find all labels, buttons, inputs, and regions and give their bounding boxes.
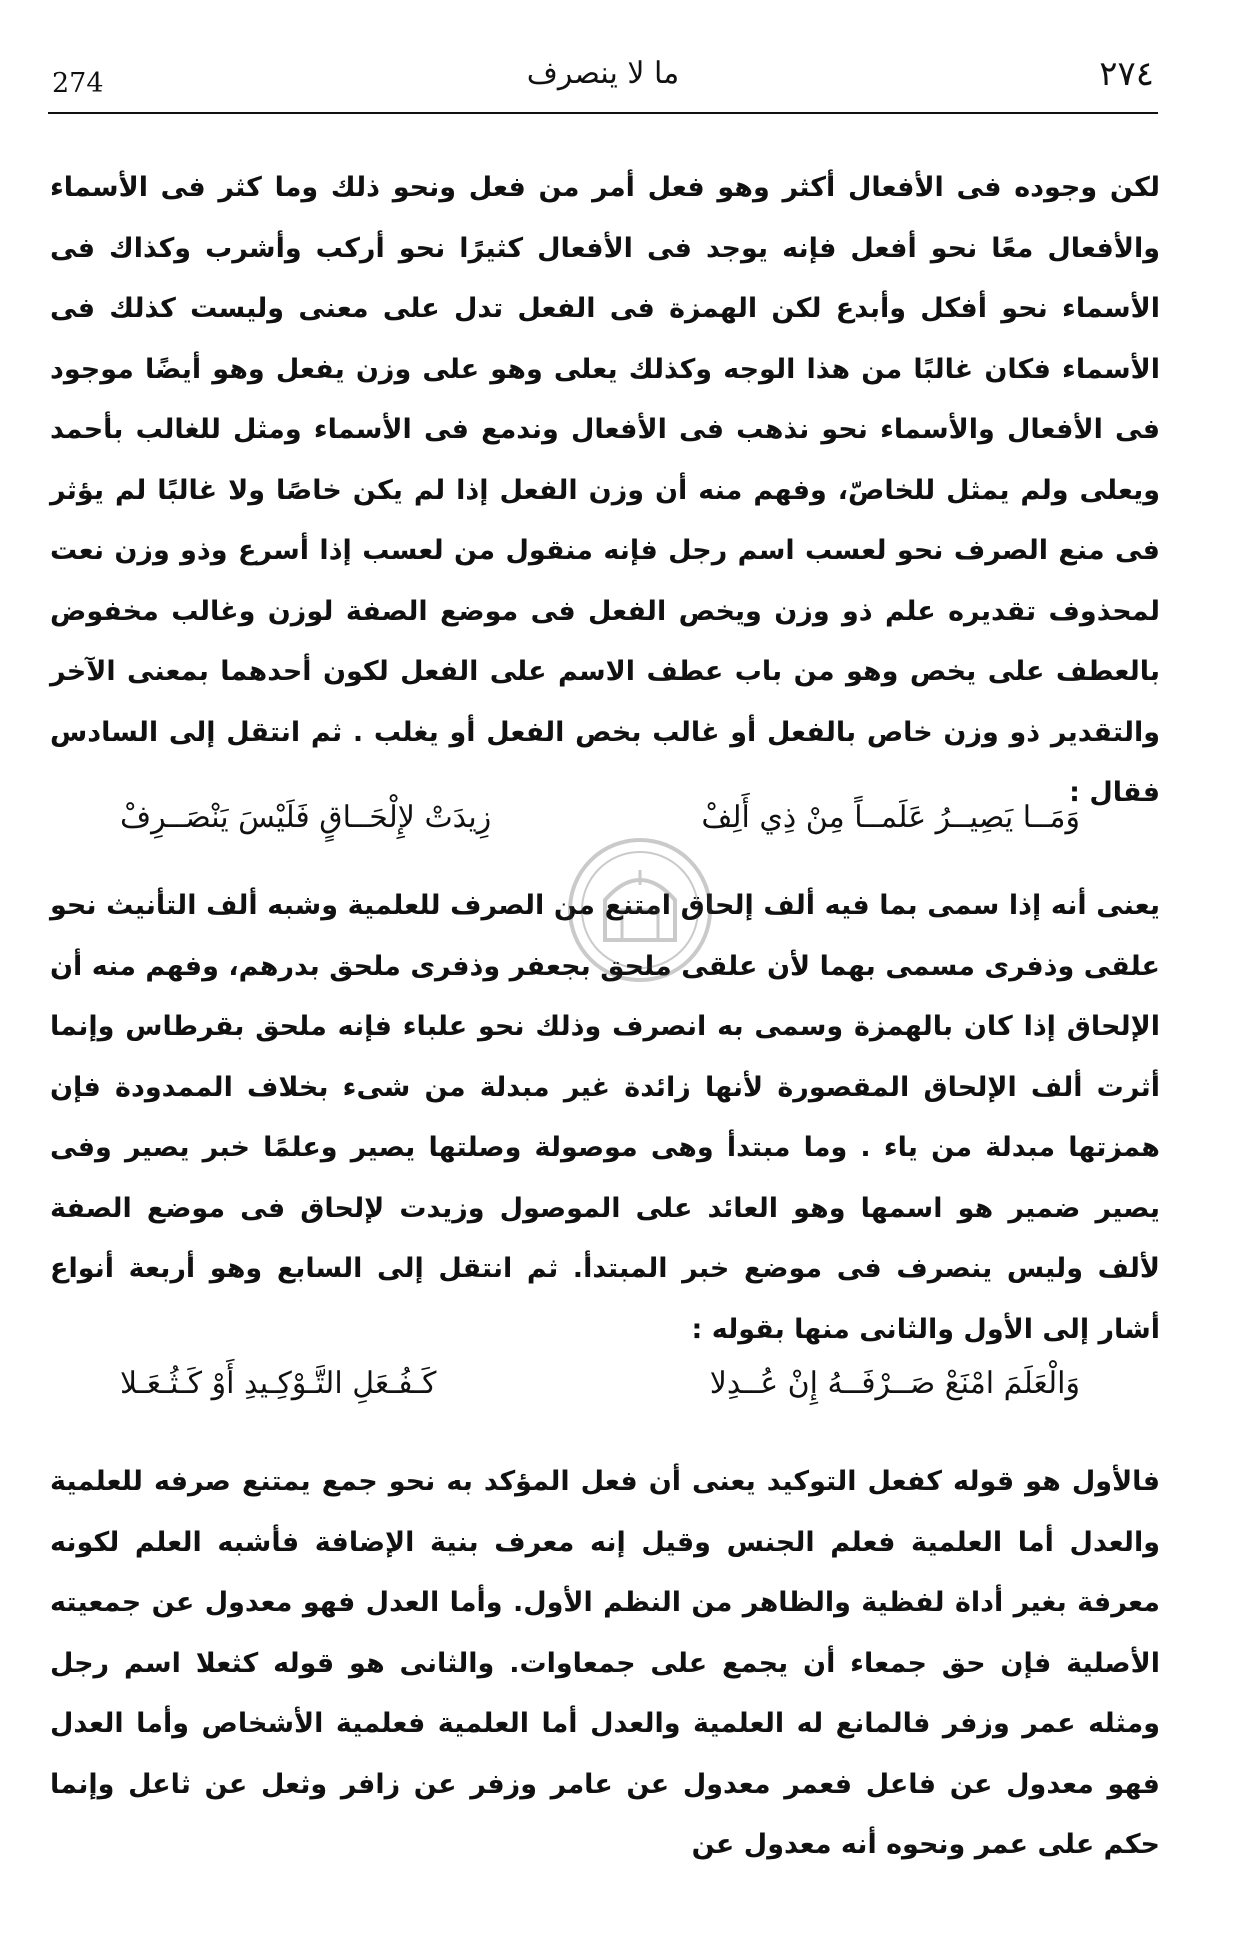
library-watermark-logo: [560, 830, 720, 990]
verse-2: [120, 1366, 1080, 1416]
verse-1-second-hemistich: زِيدَتْ لإِلْحَــاقٍ فَلَيْسَ يَنْصَــرِفْ: [120, 800, 492, 835]
header-rule: [48, 112, 1158, 114]
paragraph-2: يعنى أنه إذا سمى بما فيه ألف إلحاق امتنع من الصرف للعلمية وشبه ألف التأنيث نحو علقى وذفرى مسمى بهما لأن علقى ملحق بجعفر وذفرى ملحق بدرهم، وفهم منه أن الإلحاق إذا كان بالهمزة وسمى به انصرف وذلك نحو علباء فإنه ملحق بقرطاس وإنما أثرت ألف الإلحاق المقصورة لأنها زائدة غير مبدلة من شىء بخلاف الممدودة فإن همزتها مبدلة من ياء . وما مبتدأ وهى موصولة وصلتها يصير وعلمًا خبر يصير وفى يصير ضمير هو اسمها وهو العائد على الموصول وزيدت لإلحاق فى موضع الصفة لألف وليس ينصرف فى موضع خبر المبتدأ. ثم انتقل إلى السابع وهو أربعة أنواع أشار إلى الأول والثانى منها بقوله :: [50, 890, 1160, 1345]
page-header: [48, 50, 1158, 114]
verse-1-first-hemistich: وَمَــا يَصِيــرُ عَلَمــاً مِنْ ذِي أَلِفْ: [701, 800, 1080, 835]
verse-2-first-hemistich: وَالْعَلَمَ امْنَعْ صَــرْفَــهُ إِنْ عُــدِلا: [709, 1366, 1080, 1401]
verse-2-second-hemistich: كَـفُـعَلِ التَّـوْكِـيدِ أَوْ كَـثُـعَـلا: [120, 1366, 437, 1401]
page-number-latin: 274: [52, 68, 104, 99]
page-number-arabic: ٢٧٤: [1099, 54, 1154, 94]
paragraph-1: لكن وجوده فى الأفعال أكثر وهو فعل أمر من فعل ونحو ذلك وما كثر فى الأسماء والأفعال معًا نحو أفعل فإنه يوجد فى الأفعال كثيرًا نحو أركب وأشرب وكذاك فى الأسماء نحو أفكل وأبدع لكن الهمزة فى الفعل تدل على معنى وليست كذلك فى الأسماء فكان غالبًا من هذا الوجه وكذلك يعلى وهو على وزن يفعل وهو أيضًا موجود فى الأفعال والأسماء نحو نذهب فى الأفعال وندمع فى الأسماء ومثل للغالب بأحمد ويعلى ولم يمثل للخاصّ، وفهم منه أن وزن الفعل إذا لم يكن خاصًا ولا غالبًا لم يؤثر فى منع الصرف نحو لعسب اسم رجل فإنه منقول من لعسب إذا أسرع وذو وزن نعت لمحذوف تقديره علم ذو وزن ويخص الفعل فى موضع الصفة لوزن وغالب مخفوض بالعطف على يخص وهو من باب عطف الاسم على الفعل لكون أحدهما بمعنى الآخر والتقدير ذو وزن خاص بالفعل أو غالب بخص الفعل أو يغلب . ثم انتقل إلى السادس فقال :: [50, 172, 1160, 808]
paragraph-3: فالأول هو قوله كفعل التوكيد يعنى أن فعل المؤكد به نحو جمع يمتنع صرفه للعلمية والعدل أما العلمية فعلم الجنس وقيل إنه معرف بنية الإضافة فأشبه العلم لكونه معرفة بغير أداة لفظية والظاهر من النظم الأول. وأما العدل فهو معدول عن جمعيته الأصلية فإن حق جمعاء أن يجمع على جمعاوات. والثانى هو قوله كثعلا اسم رجل ومثله عمر وزفر فالمانع له العلمية والعدل أما العلمية فعلمية الأشخاص وأما العدل فهو معدول عن فاعل فعمر معدول عن عامر وزفر عن زافر وثعل عن ثاعل وإنما حكم على عمر ونحوه أنه معدول عن: [50, 1466, 1160, 1860]
running-title: ما لا ينصرف: [526, 56, 680, 91]
